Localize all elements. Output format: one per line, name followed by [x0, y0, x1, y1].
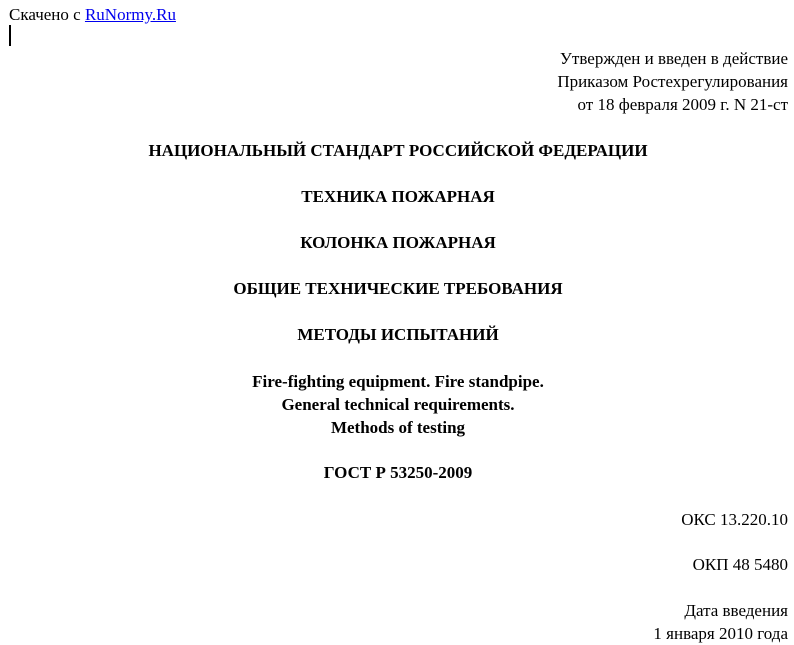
equipment-title: ТЕХНИКА ПОЖАРНАЯ: [301, 187, 495, 206]
oks-code: ОКС 13.220.10: [681, 510, 788, 529]
methods-title: МЕТОДЫ ИСПЫТАНИЙ: [297, 325, 499, 344]
requirements-title: ОБЩИЕ ТЕХНИЧЕСКИЕ ТРЕБОВАНИЯ: [233, 279, 563, 298]
introduction-date: 1 января 2010 года: [653, 624, 788, 643]
english-title-line-3: Methods of testing: [330, 418, 466, 437]
column-title: КОЛОНКА ПОЖАРНАЯ: [300, 233, 496, 252]
english-title-line-2: General technical requirements.: [281, 395, 515, 414]
approval-line-2: Приказом Ростехрегулирования: [557, 72, 788, 91]
source-line: [9, 3, 176, 26]
approval-line-1: Утвержден и введен в действие: [559, 49, 788, 68]
english-title-line-1: Fire-fighting equipment. Fire standpipe.: [252, 372, 544, 391]
okp-code: ОКП 48 5480: [692, 555, 788, 574]
english-title-block: [0, 370, 794, 439]
standard-number: ГОСТ Р 53250-2009: [323, 463, 473, 482]
approval-line-3: от 18 февраля 2009 г. N 21-ст: [577, 95, 788, 114]
source-prefix: Скачено с: [9, 5, 81, 24]
approval-block: [557, 47, 788, 116]
introduction-label: Дата введения: [684, 601, 788, 620]
introduction-date-block: [653, 599, 788, 645]
runormy-link[interactable]: RuNormy.Ru: [84, 5, 176, 24]
text-cursor: [9, 25, 11, 46]
national-standard-title: НАЦИОНАЛЬНЫЙ СТАНДАРТ РОССИЙСКОЙ ФЕДЕРАЦИИ: [148, 141, 648, 160]
